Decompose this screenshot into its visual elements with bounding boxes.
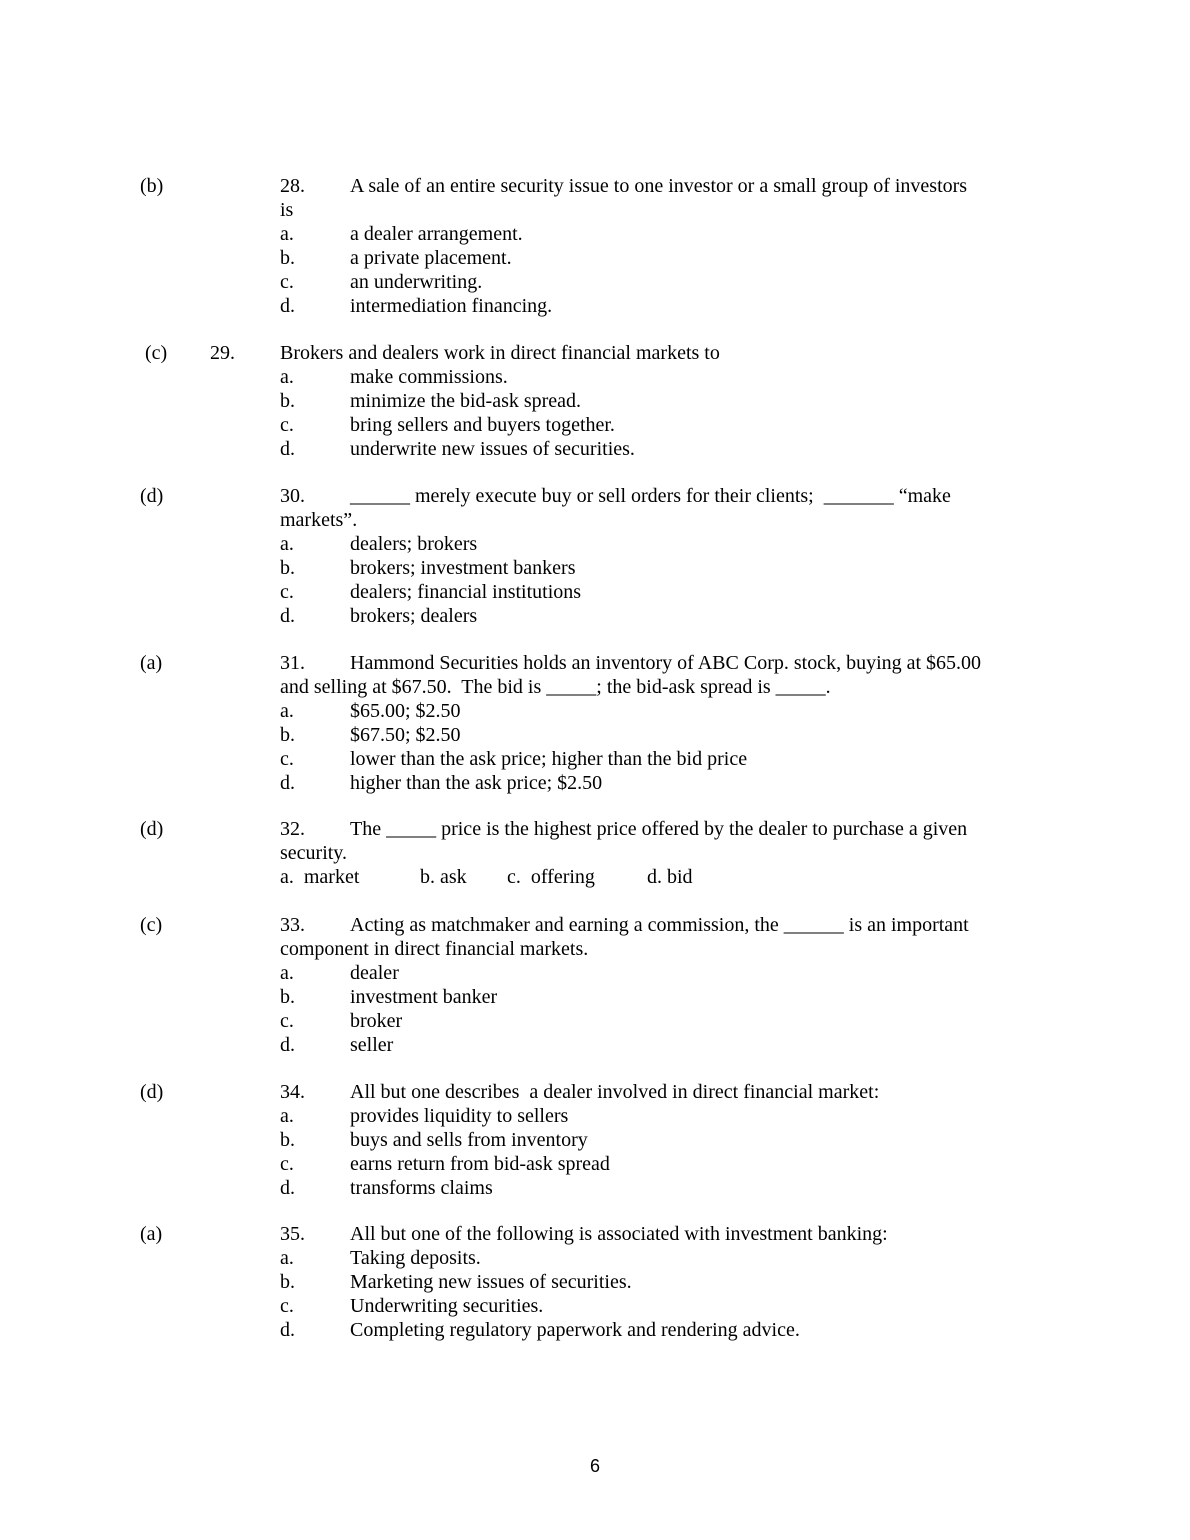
- option-letter: b.: [280, 986, 295, 1008]
- option-text: lower than the ask price; higher than the bid price: [350, 748, 748, 770]
- option-text: $65.00; $2.50: [350, 700, 461, 722]
- question-number: 30.: [280, 485, 305, 507]
- option-text: transforms claims: [350, 1177, 493, 1199]
- question-number: 32.: [280, 818, 305, 840]
- option-text: dealer: [350, 962, 399, 984]
- option-letter: a.: [280, 366, 294, 388]
- option-letter: d.: [280, 295, 295, 317]
- option-letter: b.: [280, 724, 295, 746]
- option-letter: b.: [280, 247, 295, 269]
- question-text: Brokers and dealers work in direct financial markets to: [280, 342, 720, 364]
- question-text: The _____ price is the highest price offered by the dealer to purchase a given: [350, 818, 968, 840]
- inline-option: b. ask: [420, 866, 467, 888]
- option-text: broker: [350, 1010, 403, 1032]
- option-letter: b.: [280, 390, 295, 412]
- question-text: Hammond Securities holds an inventory of ABC Corp. stock, buying at $65.00: [350, 652, 982, 674]
- option-text: Completing regulatory paperwork and rendering advice.: [350, 1319, 800, 1341]
- option-letter: b.: [280, 557, 295, 579]
- option-text: seller: [350, 1034, 394, 1056]
- option-letter: d.: [280, 438, 295, 460]
- answer-key: (d): [140, 1081, 164, 1103]
- option-letter: a.: [280, 1105, 294, 1127]
- option-text: Taking deposits.: [350, 1247, 481, 1269]
- option-text: intermediation financing.: [350, 295, 553, 317]
- option-letter: d.: [280, 605, 295, 627]
- question-text-continuation: component in direct financial markets.: [280, 938, 589, 960]
- option-text: buys and sells from inventory: [350, 1129, 588, 1151]
- option-letter: a.: [280, 700, 294, 722]
- option-letter: c.: [280, 1010, 294, 1032]
- inline-option: d. bid: [647, 866, 693, 888]
- question-number: 28.: [280, 175, 305, 197]
- question-text: Acting as matchmaker and earning a commission, the ______ is an important: [350, 914, 969, 936]
- question-text: A sale of an entire security issue to one investor or a small group of investors: [350, 175, 968, 197]
- option-letter: d.: [280, 1177, 295, 1199]
- option-letter: a.: [280, 962, 294, 984]
- option-text: $67.50; $2.50: [350, 724, 461, 746]
- option-text: a private placement.: [350, 247, 512, 269]
- question-text: ______ merely execute buy or sell orders for their clients; _______ “make: [350, 485, 951, 507]
- question-number: 35.: [280, 1223, 305, 1245]
- page-number: 6: [589, 1456, 600, 1476]
- option-text: underwrite new issues of securities.: [350, 438, 635, 460]
- option-text: a dealer arrangement.: [350, 223, 523, 245]
- question-number: 29.: [210, 342, 235, 364]
- answer-key: (d): [140, 485, 164, 507]
- option-letter: c.: [280, 1295, 294, 1317]
- question-text: All but one describes a dealer involved in direct financial market:: [350, 1081, 880, 1103]
- option-letter: d.: [280, 772, 295, 794]
- question-text: All but one of the following is associated with investment banking:: [350, 1223, 888, 1245]
- question-number: 34.: [280, 1081, 305, 1103]
- answer-key: (d): [140, 818, 164, 840]
- option-letter: a.: [280, 533, 294, 555]
- answer-key: (b): [140, 175, 164, 197]
- question-number: 31.: [280, 652, 305, 674]
- answer-key: (c): [140, 914, 163, 936]
- option-letter: c.: [280, 748, 294, 770]
- option-letter: d.: [280, 1319, 295, 1341]
- question-text-continuation: markets”.: [280, 509, 358, 531]
- question-text-continuation: and selling at $67.50. The bid is _____; the bid-ask spread is _____.: [280, 676, 831, 698]
- option-letter: c.: [280, 271, 294, 293]
- option-letter: b.: [280, 1129, 295, 1151]
- inline-option: a. market: [280, 866, 360, 888]
- option-text: make commissions.: [350, 366, 508, 388]
- option-text: an underwriting.: [350, 271, 483, 293]
- option-text: higher than the ask price; $2.50: [350, 772, 603, 794]
- option-text: bring sellers and buyers together.: [350, 414, 615, 436]
- option-text: provides liquidity to sellers: [350, 1105, 569, 1127]
- answer-key: (a): [140, 652, 163, 674]
- option-letter: b.: [280, 1271, 295, 1293]
- question-text-continuation: is: [280, 199, 294, 221]
- option-text: earns return from bid-ask spread: [350, 1153, 610, 1175]
- option-text: dealers; brokers: [350, 533, 478, 555]
- option-letter: d.: [280, 1034, 295, 1056]
- option-letter: a.: [280, 223, 294, 245]
- answer-key: (c): [140, 342, 168, 364]
- option-text: minimize the bid-ask spread.: [350, 390, 582, 412]
- option-text: Underwriting securities.: [350, 1295, 544, 1317]
- inline-option: c. offering: [507, 866, 595, 888]
- question-text-continuation: security.: [280, 842, 348, 864]
- answer-key: (a): [140, 1223, 163, 1245]
- option-letter: c.: [280, 1153, 294, 1175]
- option-letter: c.: [280, 581, 294, 603]
- option-text: dealers; financial institutions: [350, 581, 582, 603]
- option-letter: a.: [280, 1247, 294, 1269]
- question-number: 33.: [280, 914, 305, 936]
- option-letter: c.: [280, 414, 294, 436]
- option-text: brokers; investment bankers: [350, 557, 576, 579]
- option-text: brokers; dealers: [350, 605, 478, 627]
- option-text: Marketing new issues of securities.: [350, 1271, 632, 1293]
- option-text: investment banker: [350, 986, 498, 1008]
